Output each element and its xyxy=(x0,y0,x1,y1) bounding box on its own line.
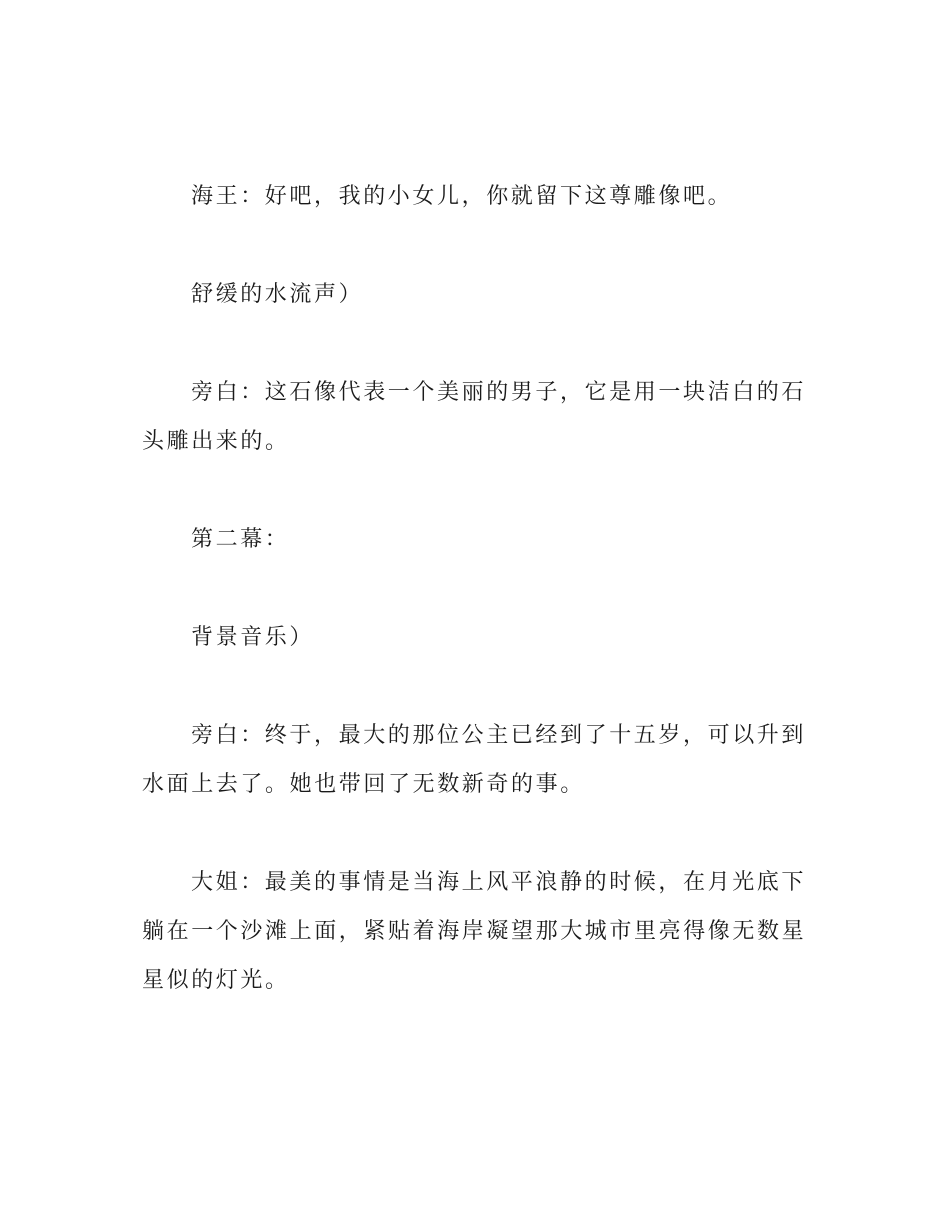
paragraph-eldest-sister-line: 大姐：最美的事情是当海上风平浪静的时候，在月光底下躺在一个沙滩上面，紧贴着海岸凝望那大城市里亮得像无数星星似的灯光。 xyxy=(142,870,807,993)
paragraph-narrator-eldest-princess: 旁白：终于，最大的那位公主已经到了十五岁，可以升到水面上去了。她也带回了无数新奇的事。 xyxy=(142,723,807,797)
paragraph-narrator-statue: 旁白：这石像代表一个美丽的男子，它是用一块洁白的石头雕出来的。 xyxy=(142,380,807,454)
paragraph-stage-direction-music: 背景音乐） xyxy=(191,625,315,650)
paragraph-act-two-heading: 第二幕： xyxy=(191,527,290,552)
paragraph-stage-direction-water: 舒缓的水流声） xyxy=(191,282,364,307)
document-body xyxy=(142,172,812,1054)
paragraph-sea-king-line: 海王：好吧，我的小女儿，你就留下这尊雕像吧。 xyxy=(191,184,733,209)
